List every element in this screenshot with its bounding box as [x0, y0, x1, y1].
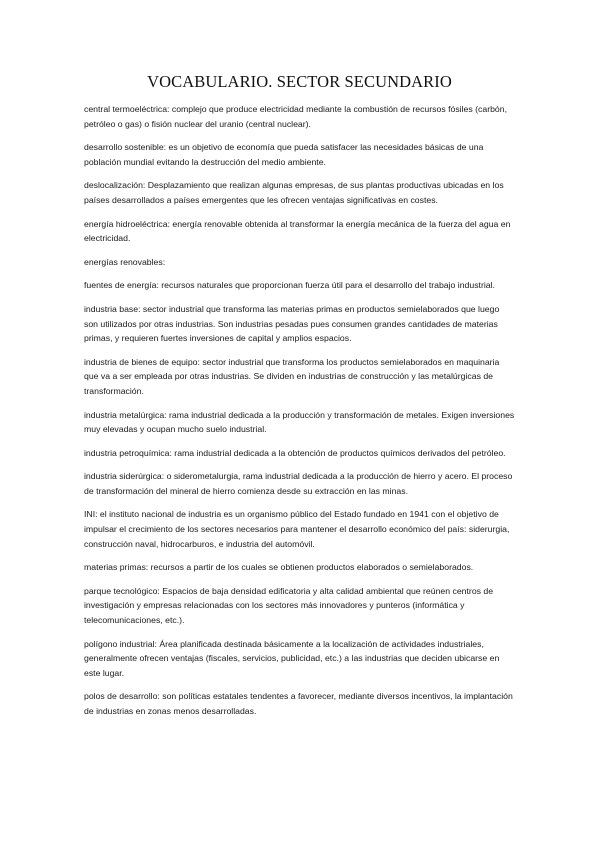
page-title: VOCABULARIO. SECTOR SECUNDARIO [147, 72, 452, 91]
entry-energia-hidroelectrica: energía hidroeléctrica: energía renovable obtenida al transformar la energía mecánica de la fuerza del agua en electricidad. [84, 218, 511, 244]
entry-industria-bienes-de-equipo: industria de bienes de equipo: sector industrial que transforma los productos semielaborados en maquinaria que va a ser empleada por otras industrias. Se dividen en industrias de construcción y las metalúrgicas de transformación. [84, 356, 500, 396]
entry-materias-primas: materias primas: recursos a partir de los cuales se obtienen productos elaborados o semielaborados. [84, 562, 474, 573]
entry-industria-metalurgica: industria metalúrgica: rama industrial dedicada a la producción y transformación de metales. Exigen inversiones muy elevadas y ocupan mucho suelo industrial. [84, 409, 515, 435]
entry-polos-de-desarrollo: polos de desarrollo: son políticas estatales tendentes a favorecer, mediante diversos incentivos, la implantación de industrias en zonas menos desarrolladas. [84, 691, 513, 716]
entry-desarrollo-sostenible: desarrollo sostenible: es un objetivo de economía que pueda satisfacer las necesidades básicas de una población mundial evitando la destrucción del medio ambiente. [84, 142, 484, 167]
entry-deslocalizacion: deslocalización: Desplazamiento que realizan algunas empresas, de sus plantas productivas ubicadas en los países desarrollados a países emergentes que les ofrecen ventajas significativas en costes. [84, 180, 504, 205]
entry-energias-renovables: energías renovables: [84, 256, 166, 267]
entry-industria-siderurgica: industria siderúrgica: o siderometalurgia, rama industrial dedicada a la producción de hierro y acero. El proceso de transformación del mineral de hierro comienza desde su extracción en las minas. [84, 471, 513, 496]
entry-fuentes-de-energia: fuentes de energía: recursos naturales que proporcionan fuerza útil para el desarrollo del trabajo industrial. [84, 280, 495, 291]
entry-industria-base: industria base: sector industrial que transforma las materias primas en productos semielaborados que luego son utilizados por otras industrias. Son industrias pesadas pues consumen grandes cantidades de materias primas, y requieren fuertes inversiones de capital y amplios espacios. [84, 303, 500, 344]
entry-industria-petroquimica: industria petroquímica: rama industrial dedicada a la obtención de productos químicos derivados del petróleo. [84, 447, 506, 458]
entry-poligono-industrial: polígono industrial: Área planificada destinada básicamente a la localización de actividades industriales, generalmente ofrecen ventajas (fiscales, servicios, publicidad, etc.) a las industrias que deciden ubicarse en este lugar. [84, 638, 500, 678]
entry-central-termoelectrica: central termoeléctrica: complejo que produce electricidad mediante la combustión de recursos fósiles (carbón, petróleo o gas) o fisión nuclear del uranio (central nuclear). [84, 104, 508, 129]
entry-ini: INI: el instituto nacional de industria es un organismo público del Estado fundado en 1941 con el objetivo de impulsar el crecimiento de los sectores necesarios para mantener el desarrollo económico del país: siderurgia, construcción naval, hidrocarburos, e industria del automóvil. [84, 509, 510, 549]
entry-parque-tecnologico: parque tecnológico: Espacios de baja densidad edificatoria y alta calidad ambiental que reúnen centros de investigación y empresas relacionadas con los sectores más innovadores y punteros (informática y telecomunicaciones, etc.). [84, 585, 494, 626]
